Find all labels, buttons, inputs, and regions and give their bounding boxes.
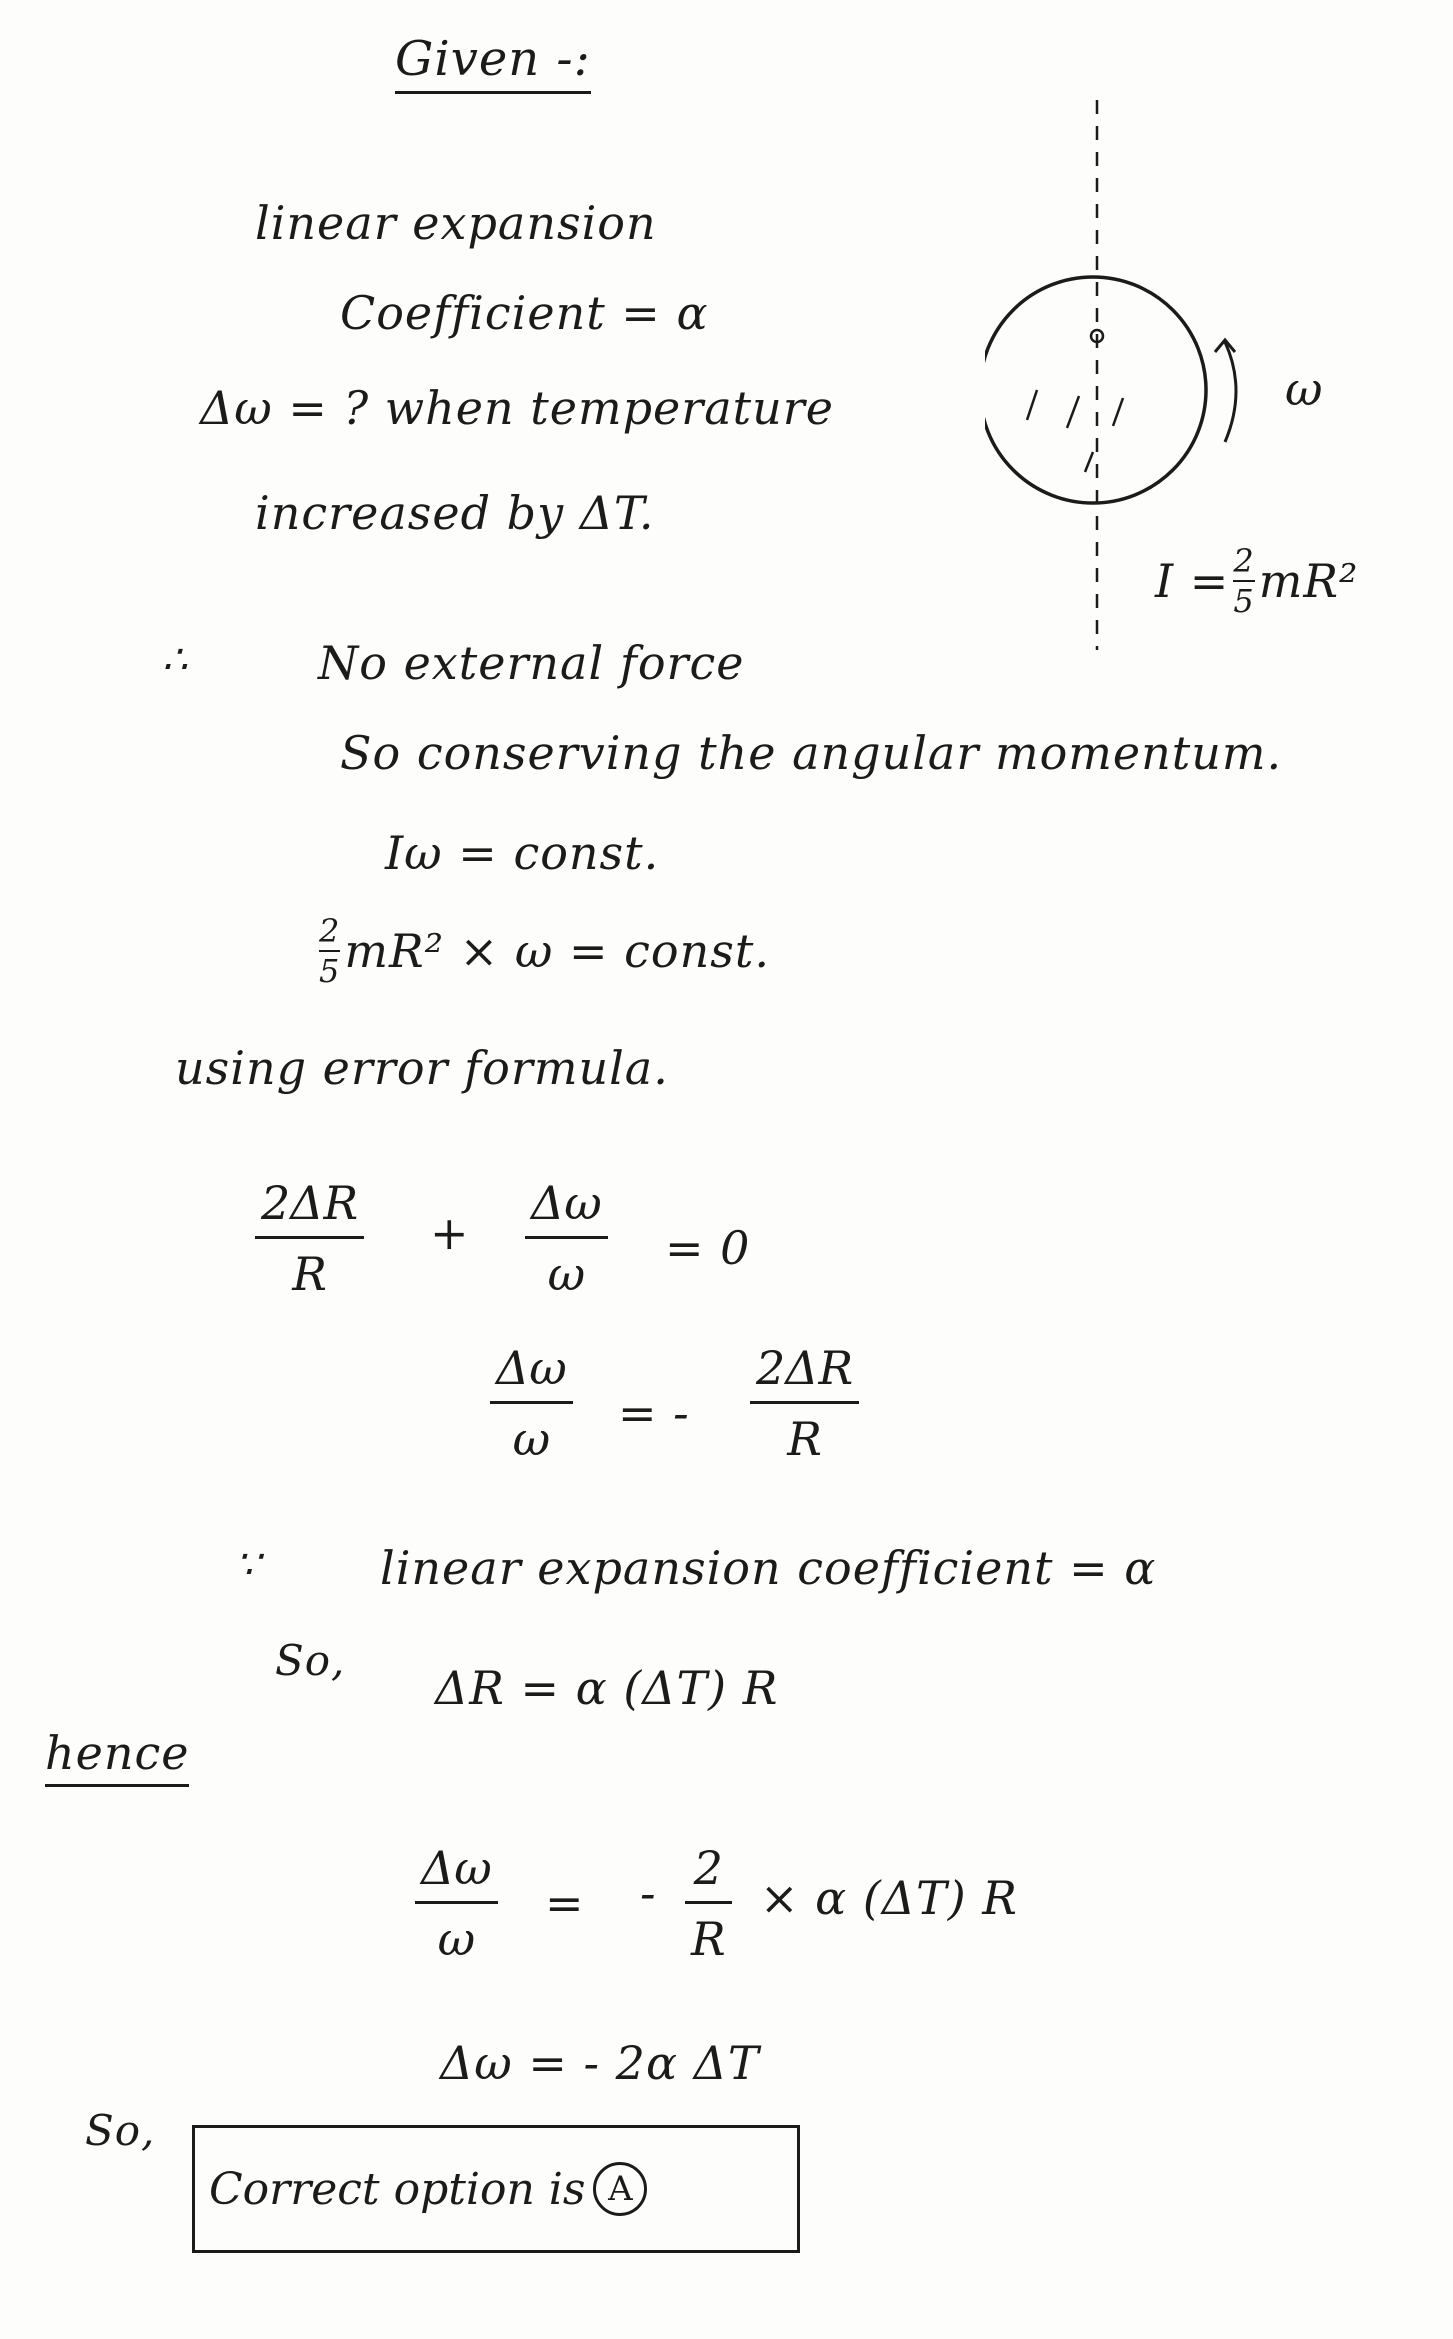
line4-coefficient xyxy=(319,912,341,990)
line4-coeff-den: 5 xyxy=(319,952,341,990)
eq3-den-2: R xyxy=(691,1912,726,1966)
eq2-frac-1 xyxy=(490,1341,573,1466)
eq2-num-1: Δω xyxy=(496,1341,567,1395)
given-line-1: linear expansion xyxy=(255,196,657,250)
delta-r-equation: ΔR = α (ΔT) R xyxy=(435,1661,779,1715)
eq1-den-2: ω xyxy=(547,1247,586,1301)
eq2-den-2: R xyxy=(787,1412,822,1466)
eq1-frac-1 xyxy=(255,1176,364,1301)
eq3-operator: = xyxy=(545,1876,585,1930)
reasoning-line-1: No external force xyxy=(318,636,745,690)
eq2-frac-2 xyxy=(750,1341,859,1466)
omega-label: ω xyxy=(1285,362,1323,416)
given-line-2: Coefficient = α xyxy=(340,286,709,340)
eq1-num-1: 2ΔR xyxy=(261,1176,359,1230)
eq1-den-1: R xyxy=(292,1247,327,1301)
eq1-operator: + xyxy=(430,1206,470,1260)
answer-letter-circle: A xyxy=(593,2162,647,2216)
eq3-frac-1 xyxy=(415,1841,498,1966)
therefore-symbol: ∴ xyxy=(162,637,189,683)
eq3-num-1: Δω xyxy=(421,1841,492,1895)
moi-rhs: mR² xyxy=(1258,554,1359,608)
rotation-arrowhead-icon xyxy=(1215,340,1235,352)
reasoning-line-3: Iω = const. xyxy=(385,826,660,880)
linear-expansion-line: linear expansion coefficient = α xyxy=(380,1541,1157,1595)
hatch-3 xyxy=(1113,398,1123,426)
eq4-final: Δω = - 2α ΔT xyxy=(440,2036,760,2090)
reasoning-line-5: using error formula. xyxy=(175,1041,669,1095)
eq2-num-2: 2ΔR xyxy=(756,1341,854,1395)
eq2-operator: = - xyxy=(618,1386,690,1440)
given-line-3: Δω = ? when temperature xyxy=(200,381,835,435)
hence-label: hence xyxy=(45,1730,189,1787)
hatch-4 xyxy=(1085,452,1093,472)
eq3-den-1: ω xyxy=(437,1912,476,1966)
line4-coeff-num: 2 xyxy=(319,912,341,950)
reasoning-line-2: So conserving the angular momentum. xyxy=(340,726,1283,780)
rotation-arrow-icon xyxy=(1225,342,1236,442)
hatch-2 xyxy=(1067,396,1079,428)
given-heading: Given -: xyxy=(395,35,591,94)
answer-text: Correct option is xyxy=(209,2163,586,2215)
eq1-num-2: Δω xyxy=(531,1176,602,1230)
eq3-rest: × α (ΔT) R xyxy=(760,1871,1018,1925)
answer-box xyxy=(192,2125,800,2253)
eq3-minus: - xyxy=(640,1866,657,1920)
sphere-outline xyxy=(985,277,1206,503)
eq1-rhs: = 0 xyxy=(665,1221,751,1275)
line4-rest: mR² × ω = const. xyxy=(344,924,770,978)
eq1-frac-2 xyxy=(525,1176,608,1301)
given-line-4: increased by ΔT. xyxy=(255,486,655,540)
so-label-1: So, xyxy=(275,1636,346,1685)
moi-lhs: I = xyxy=(1155,554,1230,608)
so-label-2: So, xyxy=(85,2106,156,2155)
hatch-1 xyxy=(1027,390,1037,420)
moment-of-inertia xyxy=(1155,542,1359,620)
reasoning-line-4 xyxy=(315,912,770,990)
eq3-frac-2 xyxy=(685,1841,732,1966)
moi-coeff-num: 2 xyxy=(1233,542,1255,580)
eq3-num-2: 2 xyxy=(693,1841,723,1895)
because-symbol: ∵ xyxy=(235,1542,262,1588)
moi-coeff-den: 5 xyxy=(1233,582,1255,620)
moi-coefficient xyxy=(1233,542,1255,620)
eq2-den-1: ω xyxy=(512,1412,551,1466)
